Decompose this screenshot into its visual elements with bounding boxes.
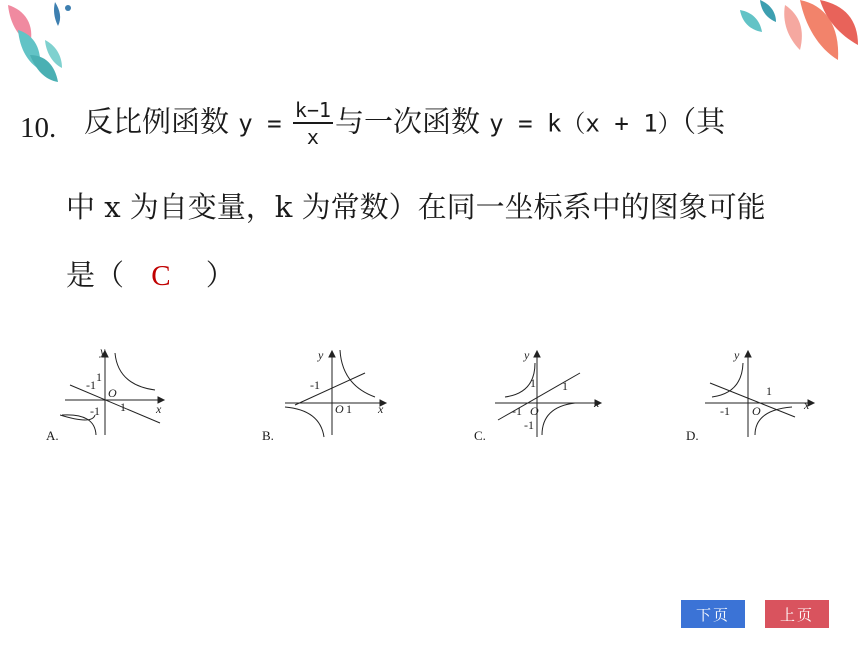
- axis-y-label: y: [318, 348, 324, 362]
- origin-label: O: [335, 402, 344, 416]
- next-page-button[interactable]: 下页: [681, 600, 745, 628]
- tick-label: 1: [96, 370, 102, 384]
- question-number: 10.: [20, 112, 57, 144]
- floral-decoration-left: [0, 0, 110, 95]
- question-text: 是（: [66, 258, 125, 292]
- axis-x-label: x: [594, 396, 600, 410]
- graph-b: [280, 345, 395, 440]
- option-b-label: B.: [262, 428, 274, 443]
- origin-label: O: [752, 404, 761, 418]
- question-text: （其: [681, 104, 726, 139]
- formula-linear: y = k（x + 1）: [489, 109, 682, 138]
- option-a-label: A.: [46, 428, 59, 443]
- graph-d: [700, 345, 820, 440]
- tick-label: 1: [346, 402, 352, 416]
- answer-choice: C: [151, 260, 171, 292]
- floral-decoration-right: [730, 0, 860, 75]
- axis-x-label: x: [804, 398, 810, 412]
- tick-label: -1: [90, 404, 100, 418]
- tick-label: -1: [524, 418, 534, 432]
- question-text: ）: [205, 258, 235, 292]
- fraction-numerator: k−1: [294, 98, 331, 122]
- axis-x-label: x: [156, 402, 162, 416]
- option-d-label: D.: [686, 428, 699, 443]
- formula-y-eq: y =: [238, 109, 282, 138]
- option-c-label: C.: [474, 428, 486, 443]
- graph-a: [60, 345, 170, 440]
- tick-label: -1: [86, 378, 96, 392]
- tick-label: -1: [512, 404, 522, 418]
- question-line-2: 中 x 为自变量，k 为常数）在同一坐标系中的图象可能: [66, 190, 766, 224]
- fraction-denominator: x: [306, 125, 319, 149]
- tick-label: -1: [720, 404, 730, 418]
- origin-label: O: [108, 386, 117, 400]
- tick-label: 1: [120, 400, 126, 414]
- axis-y-label: y: [524, 348, 530, 362]
- prev-page-button[interactable]: 上页: [765, 600, 829, 628]
- question-text: 与一次函数: [334, 104, 480, 139]
- tick-label: 1: [530, 376, 536, 390]
- tick-label: -1: [310, 378, 320, 392]
- question-line-1: [84, 100, 725, 147]
- fraction: [293, 100, 333, 147]
- tick-label: 1: [562, 379, 568, 393]
- question-text: 反比例函数: [84, 104, 230, 139]
- axis-y-label: y: [734, 348, 740, 362]
- axis-y-label: y: [100, 345, 106, 358]
- axis-x-label: x: [378, 402, 384, 416]
- tick-label: 1: [766, 384, 772, 398]
- origin-label: O: [530, 404, 539, 418]
- question-line-3: [66, 258, 235, 292]
- graph-c: [490, 345, 610, 440]
